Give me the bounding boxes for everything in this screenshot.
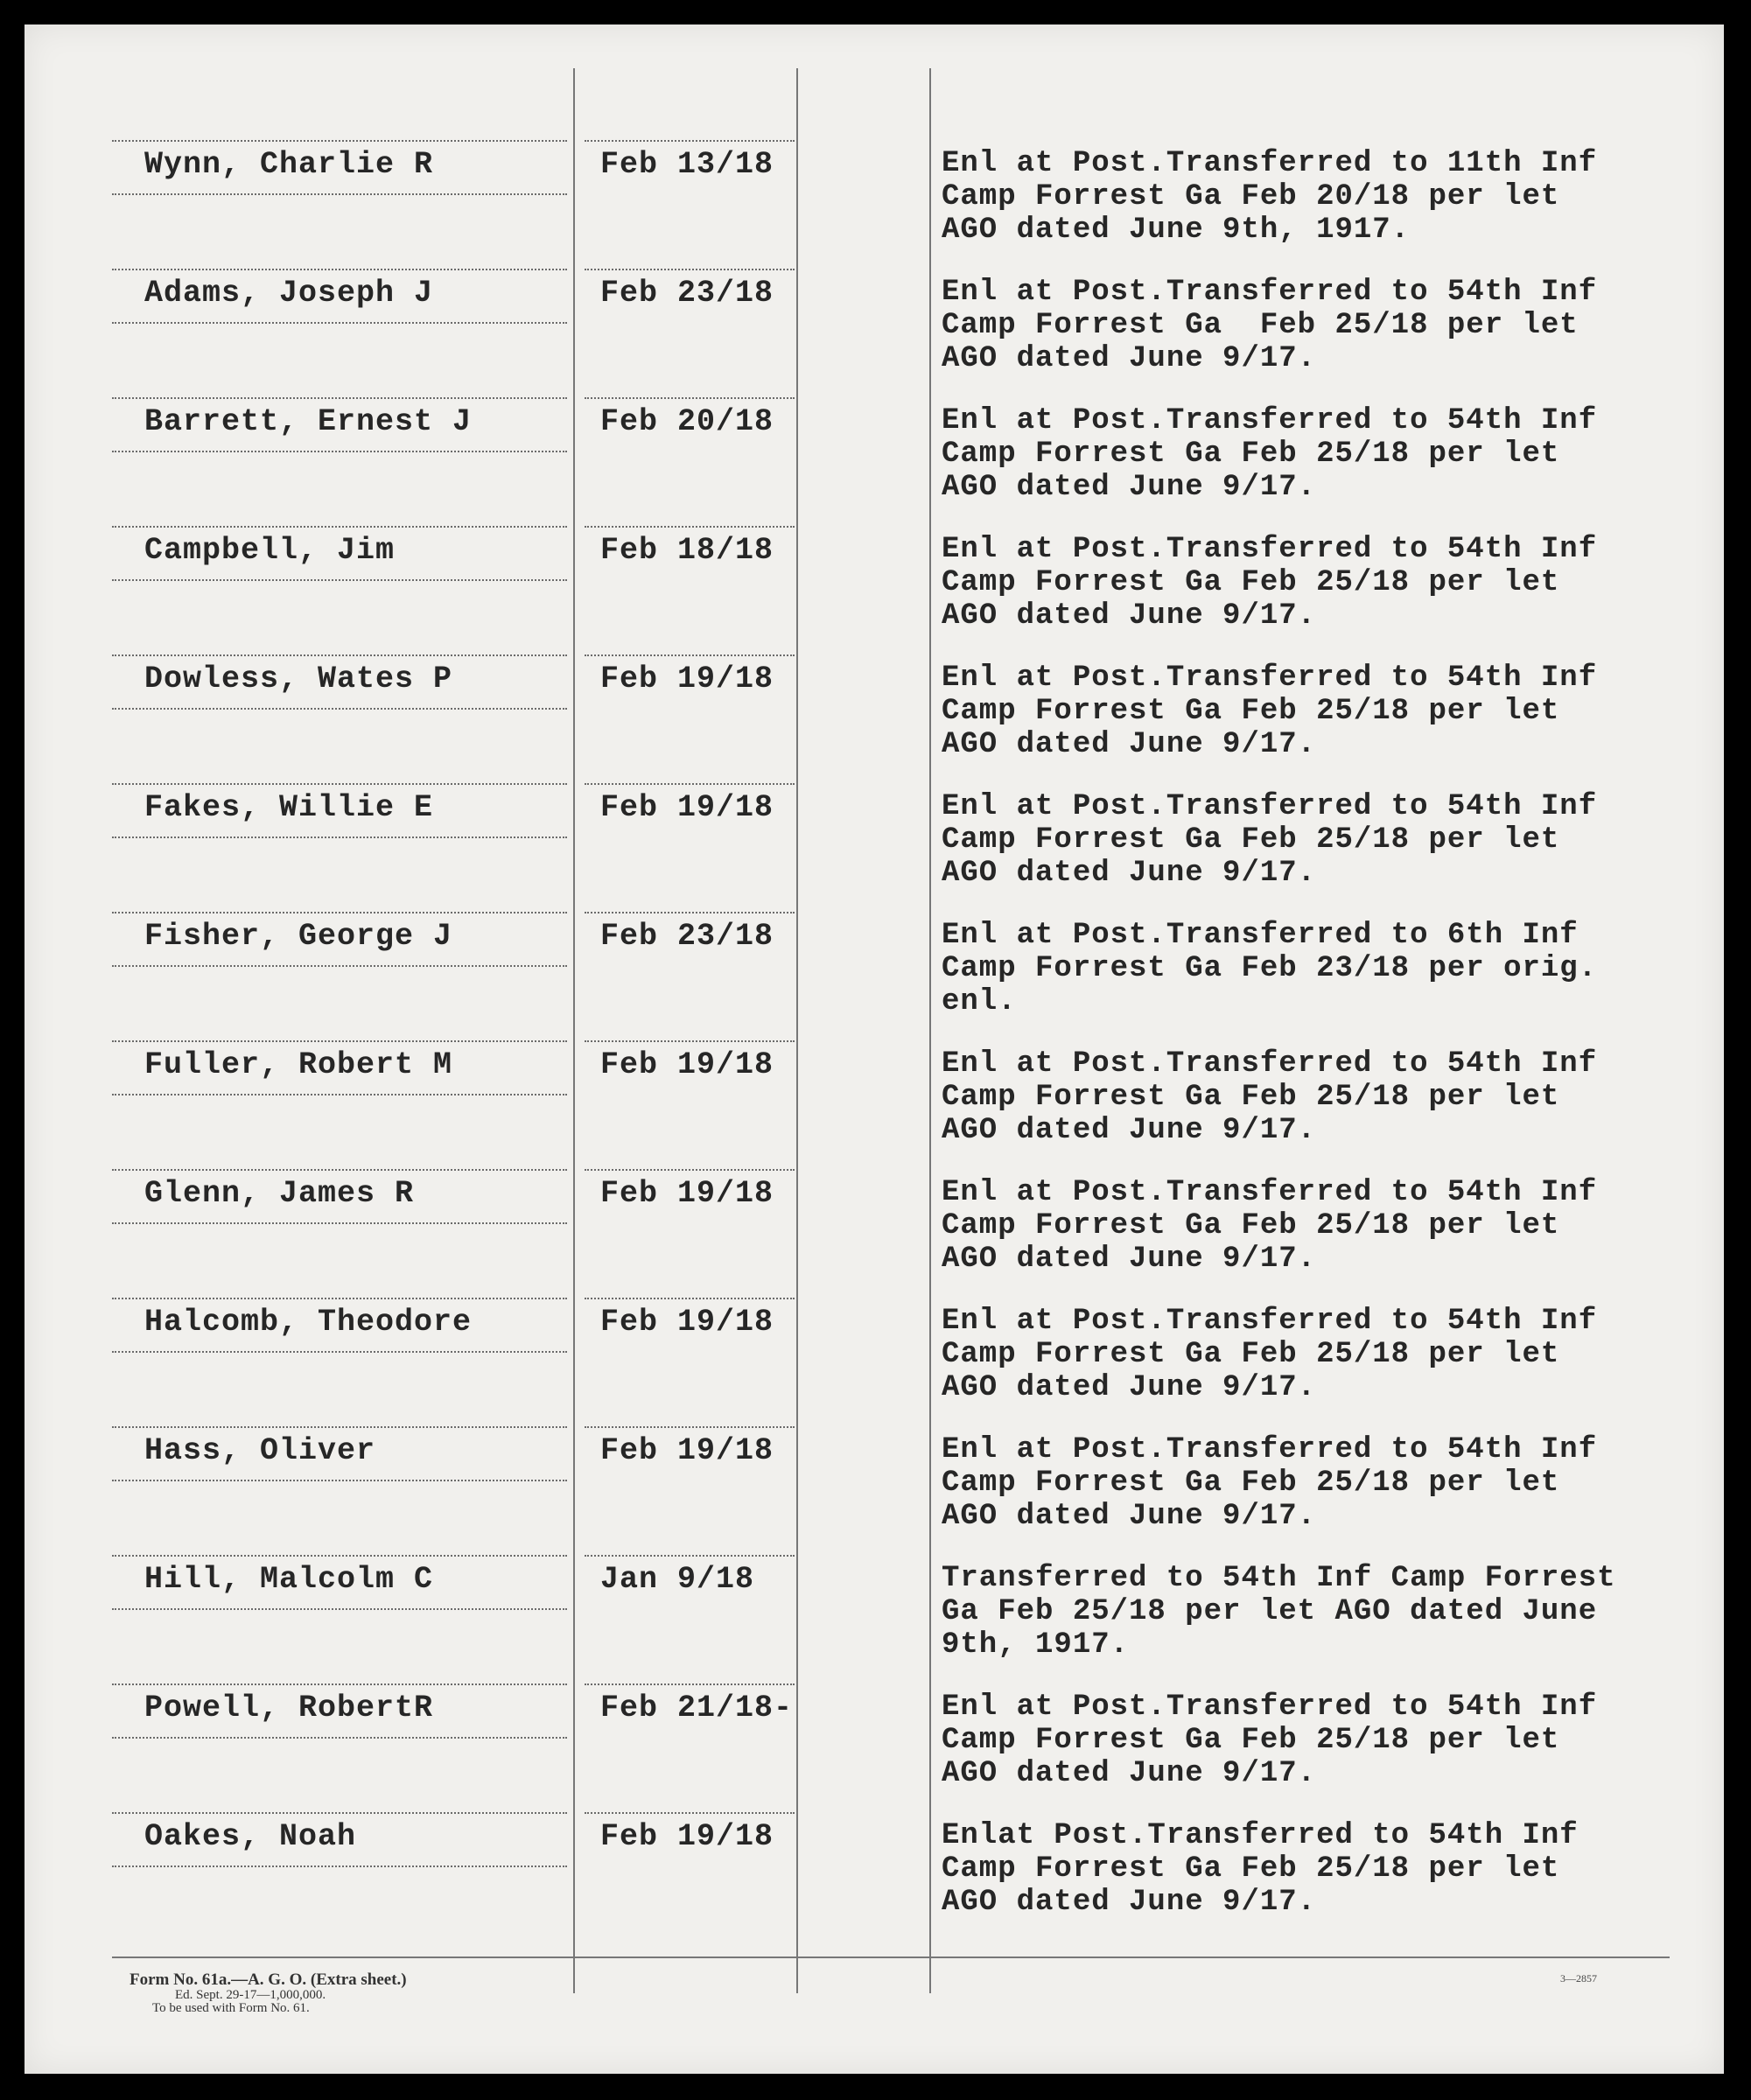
dotted-rule — [585, 1298, 795, 1299]
soldier-name: Hill, Malcolm C — [144, 1562, 434, 1597]
dotted-rule — [112, 1684, 567, 1685]
record-row — [25, 1047, 1724, 1170]
record-row — [25, 790, 1724, 913]
dotted-rule — [112, 140, 567, 142]
print-code: 3—2857 — [1560, 1972, 1597, 1984]
soldier-name: Glenn, James R — [144, 1176, 415, 1211]
dotted-rule — [585, 269, 795, 270]
remark-line: AGO dated June 9/17. — [942, 471, 1317, 504]
dotted-rule — [585, 1169, 795, 1171]
remark-line: Camp Forrest Ga Feb 25/18 per let — [942, 438, 1560, 471]
dotted-rule — [585, 1040, 795, 1042]
dotted-rule — [112, 836, 567, 838]
record-row — [25, 1819, 1724, 1942]
enlistment-date: Feb 19/18 — [600, 1176, 774, 1211]
dotted-rule — [585, 397, 795, 399]
record-row — [25, 1562, 1724, 1684]
record-row — [25, 1176, 1724, 1298]
remark-line: enl. — [942, 985, 1017, 1018]
remark-line: Enl at Post.Transferred to 54th Inf — [942, 404, 1598, 438]
remarks — [942, 404, 1597, 504]
remark-line: Camp Forrest Ga Feb 23/18 per orig. — [942, 952, 1598, 985]
remark-line: Ga Feb 25/18 per let AGO dated June — [942, 1595, 1598, 1628]
soldier-name: Fakes, Willie E — [144, 790, 434, 825]
remark-line: Enl at Post.Transferred to 54th Inf — [942, 1176, 1598, 1209]
soldier-name: Hass, Oliver — [144, 1433, 376, 1468]
record-row — [25, 533, 1724, 655]
remark-line: Enl at Post.Transferred to 54th Inf — [942, 662, 1598, 695]
form-edition: Ed. Sept. 29-17—1,000,000. — [175, 1988, 326, 2002]
dotted-rule — [585, 1555, 795, 1557]
remarks — [942, 1305, 1597, 1404]
remark-line: Enl at Post.Transferred to 54th Inf — [942, 533, 1598, 566]
remark-line: Enl at Post.Transferred to 54th Inf — [942, 1305, 1598, 1338]
remarks — [942, 533, 1597, 633]
record-row — [25, 1690, 1724, 1813]
dotted-rule — [112, 654, 567, 656]
remark-line: Enlat Post.Transferred to 54th Inf — [942, 1819, 1579, 1852]
dotted-rule — [112, 526, 567, 528]
remarks — [942, 147, 1597, 247]
dotted-rule — [112, 1555, 567, 1557]
remark-line: AGO dated June 9/17. — [942, 1757, 1317, 1790]
dotted-rule — [112, 1426, 567, 1428]
remark-line: AGO dated June 9/17. — [942, 857, 1317, 890]
remark-line: Camp Forrest Ga Feb 25/18 per let — [942, 566, 1560, 599]
dotted-rule — [112, 1812, 567, 1814]
dotted-rule — [112, 708, 567, 710]
enlistment-date: Feb 19/18 — [600, 1819, 774, 1854]
remark-line: Enl at Post.Transferred to 11th Inf — [942, 147, 1598, 180]
record-row — [25, 404, 1724, 527]
dotted-rule — [585, 1812, 795, 1814]
enlistment-date: Jan 9/18 — [600, 1562, 755, 1597]
dotted-rule — [112, 783, 567, 785]
remark-line: AGO dated June 9/17. — [942, 599, 1317, 633]
remark-line: AGO dated June 9/17. — [942, 1371, 1317, 1404]
dotted-rule — [585, 1426, 795, 1428]
dotted-rule — [112, 269, 567, 270]
enlistment-date: Feb 19/18 — [600, 1305, 774, 1340]
dotted-rule — [112, 1608, 567, 1610]
document-page — [25, 24, 1724, 2074]
dotted-rule — [112, 1737, 567, 1739]
enlistment-date: Feb 19/18 — [600, 1433, 774, 1468]
remark-line: Enl at Post.Transferred to 54th Inf — [942, 790, 1598, 823]
remark-line: Enl at Post.Transferred to 6th Inf — [942, 919, 1579, 952]
remark-line: Camp Forrest Ga Feb 25/18 per let — [942, 1209, 1560, 1242]
dotted-rule — [112, 1866, 567, 1867]
soldier-name: Adams, Joseph J — [144, 276, 434, 311]
remark-line: AGO dated June 9/17. — [942, 1500, 1317, 1533]
remarks — [942, 1819, 1579, 1919]
remarks — [942, 1433, 1597, 1533]
enlistment-date: Feb 21/18- — [600, 1690, 794, 1726]
soldier-name: Campbell, Jim — [144, 533, 396, 568]
soldier-name: Wynn, Charlie R — [144, 147, 434, 182]
soldier-name: Halcomb, Theodore — [144, 1305, 473, 1340]
remark-line: Camp Forrest Ga Feb 25/18 per let — [942, 1338, 1560, 1371]
dotted-rule — [112, 1094, 567, 1096]
remarks — [942, 662, 1597, 761]
remark-line: Camp Forrest Ga Feb 25/18 per let — [942, 1081, 1560, 1114]
soldier-name: Oakes, Noah — [144, 1819, 357, 1854]
dotted-rule — [112, 965, 567, 967]
dotted-rule — [585, 1684, 795, 1685]
form-title: Form No. 61a.—A. G. O. (Extra sheet.) — [130, 1970, 407, 1989]
dotted-rule — [112, 451, 567, 452]
remark-line: AGO dated June 9/17. — [942, 1242, 1317, 1276]
record-row — [25, 662, 1724, 784]
remarks — [942, 1176, 1597, 1276]
enlistment-date: Feb 19/18 — [600, 790, 774, 825]
dotted-rule — [585, 783, 795, 785]
dotted-rule — [112, 912, 567, 914]
soldier-name: Dowless, Wates P — [144, 662, 453, 696]
enlistment-date: Feb 18/18 — [600, 533, 774, 568]
record-row — [25, 276, 1724, 398]
dotted-rule — [585, 912, 795, 914]
dotted-rule — [112, 1222, 567, 1224]
remark-line: Transferred to 54th Inf Camp Forrest — [942, 1562, 1616, 1595]
enlistment-date: Feb 19/18 — [600, 1047, 774, 1082]
dotted-rule — [112, 1351, 567, 1353]
remark-line: Enl at Post.Transferred to 54th Inf — [942, 276, 1598, 309]
enlistment-date: Feb 13/18 — [600, 147, 774, 182]
dotted-rule — [112, 1040, 567, 1042]
remark-line: Camp Forrest Ga Feb 25/18 per let — [942, 1466, 1560, 1500]
remark-line: Enl at Post.Transferred to 54th Inf — [942, 1690, 1598, 1724]
dotted-rule — [112, 579, 567, 581]
remark-line: Camp Forrest Ga Feb 20/18 per let — [942, 180, 1560, 214]
remark-line: Enl at Post.Transferred to 54th Inf — [942, 1047, 1598, 1081]
remark-line: Enl at Post.Transferred to 54th Inf — [942, 1433, 1598, 1466]
dotted-rule — [112, 193, 567, 195]
remark-line: Camp Forrest Ga Feb 25/18 per let — [942, 695, 1560, 728]
record-row — [25, 1305, 1724, 1427]
remark-line: AGO dated June 9/17. — [942, 342, 1317, 375]
soldier-name: Fisher, George J — [144, 919, 453, 954]
remark-line: AGO dated June 9th, 1917. — [942, 214, 1411, 247]
soldier-name: Barrett, Ernest J — [144, 404, 473, 439]
remarks — [942, 276, 1597, 375]
enlistment-date: Feb 23/18 — [600, 276, 774, 311]
remarks — [942, 790, 1597, 890]
remark-line: Camp Forrest Ga Feb 25/18 per let — [942, 309, 1579, 342]
remark-line: Camp Forrest Ga Feb 25/18 per let — [942, 1852, 1560, 1886]
remarks — [942, 1690, 1597, 1790]
remark-line: AGO dated June 9/17. — [942, 1886, 1317, 1919]
remark-line: 9th, 1917. — [942, 1628, 1130, 1662]
enlistment-date: Feb 19/18 — [600, 662, 774, 696]
dotted-rule — [585, 140, 795, 142]
remark-line: AGO dated June 9/17. — [942, 1114, 1317, 1147]
dotted-rule — [112, 1480, 567, 1481]
bottom-rule — [112, 1956, 1670, 1958]
dotted-rule — [112, 1169, 567, 1171]
enlistment-date: Feb 23/18 — [600, 919, 774, 954]
remarks — [942, 1047, 1597, 1147]
remark-line: Camp Forrest Ga Feb 25/18 per let — [942, 823, 1560, 857]
soldier-name: Fuller, Robert M — [144, 1047, 453, 1082]
record-row — [25, 147, 1724, 270]
dotted-rule — [112, 322, 567, 324]
dotted-rule — [585, 526, 795, 528]
dotted-rule — [112, 397, 567, 399]
record-row — [25, 919, 1724, 1041]
form-usage: To be used with Form No. 61. — [152, 2001, 310, 2015]
record-row — [25, 1433, 1724, 1556]
soldier-name: Powell, RobertR — [144, 1690, 434, 1726]
remark-line: Camp Forrest Ga Feb 25/18 per let — [942, 1724, 1560, 1757]
dotted-rule — [112, 1298, 567, 1299]
remarks — [942, 919, 1597, 1018]
enlistment-date: Feb 20/18 — [600, 404, 774, 439]
dotted-rule — [585, 654, 795, 656]
remarks — [942, 1562, 1616, 1662]
remark-line: AGO dated June 9/17. — [942, 728, 1317, 761]
